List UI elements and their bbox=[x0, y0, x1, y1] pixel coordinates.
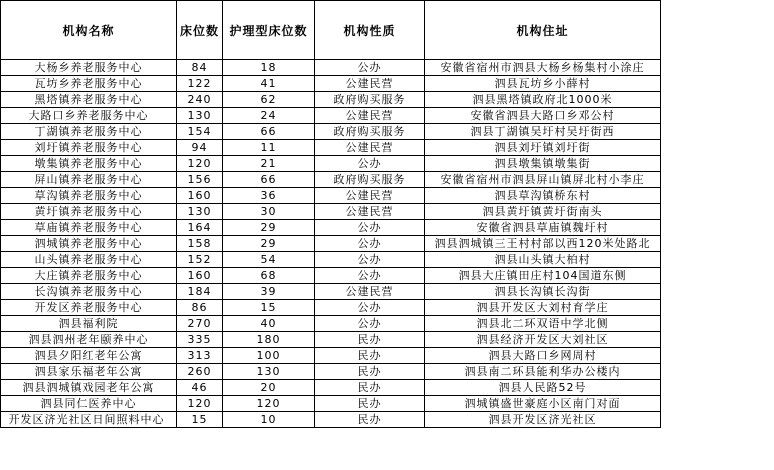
nature-cell[interactable]: 民办 bbox=[315, 396, 425, 412]
beds-cell[interactable]: 270 bbox=[177, 316, 223, 332]
name-cell[interactable]: 山头镇养老服务中心 bbox=[1, 252, 177, 268]
table-row bbox=[1, 348, 661, 364]
name-cell[interactable]: 泗县泗州老年颐养中心 bbox=[1, 332, 177, 348]
name-cell[interactable]: 开发区养老服务中心 bbox=[1, 300, 177, 316]
nature-cell[interactable]: 公建民营 bbox=[315, 204, 425, 220]
table-row bbox=[1, 76, 661, 92]
nursing-beds-cell[interactable]: 18 bbox=[223, 60, 315, 76]
table-row bbox=[1, 316, 661, 332]
beds-cell[interactable]: 130 bbox=[177, 108, 223, 124]
nature-cell[interactable]: 民办 bbox=[315, 380, 425, 396]
table-row bbox=[1, 140, 661, 156]
address-cell[interactable]: 泗县丁湖镇吴圩村吴圩街西 bbox=[425, 124, 661, 140]
nursing-beds-cell[interactable]: 20 bbox=[223, 380, 315, 396]
address-cell[interactable]: 泗县开发区大刘村育学庄 bbox=[425, 300, 661, 316]
nursing-beds-cell[interactable]: 66 bbox=[223, 172, 315, 188]
nature-cell[interactable]: 政府购买服务 bbox=[315, 124, 425, 140]
nature-cell[interactable]: 公办 bbox=[315, 300, 425, 316]
table-row bbox=[1, 188, 661, 204]
table-row bbox=[1, 380, 661, 396]
beds-cell[interactable]: 15 bbox=[177, 412, 223, 428]
beds-cell[interactable]: 120 bbox=[177, 156, 223, 172]
nursing-beds-cell[interactable]: 100 bbox=[223, 348, 315, 364]
nature-cell[interactable]: 公建民营 bbox=[315, 108, 425, 124]
nursing-beds-cell[interactable]: 41 bbox=[223, 76, 315, 92]
address-cell[interactable]: 泗县经济开发区大刘社区 bbox=[425, 332, 661, 348]
table-row bbox=[1, 300, 661, 316]
name-cell[interactable]: 大杨乡养老服务中心 bbox=[1, 60, 177, 76]
address-cell[interactable]: 泗县长沟镇长沟街 bbox=[425, 284, 661, 300]
table-row bbox=[1, 92, 661, 108]
beds-cell[interactable]: 158 bbox=[177, 236, 223, 252]
address-cell[interactable]: 泗县大路口乡网周村 bbox=[425, 348, 661, 364]
beds-cell[interactable]: 94 bbox=[177, 140, 223, 156]
beds-cell[interactable]: 160 bbox=[177, 188, 223, 204]
name-cell[interactable]: 黑塔镇养老服务中心 bbox=[1, 92, 177, 108]
name-cell[interactable]: 泗县福利院 bbox=[1, 316, 177, 332]
address-cell[interactable]: 泗县黑塔镇政府北1000米 bbox=[425, 92, 661, 108]
header-nursing-beds[interactable]: 护理型床位数 bbox=[223, 1, 315, 60]
nursing-beds-cell[interactable]: 54 bbox=[223, 252, 315, 268]
name-cell[interactable]: 大庄镇养老服务中心 bbox=[1, 268, 177, 284]
header-nature[interactable]: 机构性质 bbox=[315, 1, 425, 60]
nature-cell[interactable]: 公办 bbox=[315, 268, 425, 284]
nursing-beds-cell[interactable]: 39 bbox=[223, 284, 315, 300]
nature-cell[interactable]: 政府购买服务 bbox=[315, 92, 425, 108]
nursing-beds-cell[interactable]: 36 bbox=[223, 188, 315, 204]
nursing-beds-cell[interactable]: 10 bbox=[223, 412, 315, 428]
address-cell[interactable]: 泗县黄圩镇黄圩街南头 bbox=[425, 204, 661, 220]
beds-cell[interactable]: 184 bbox=[177, 284, 223, 300]
address-cell[interactable]: 泗县南二环县能利华办公楼内 bbox=[425, 364, 661, 380]
beds-cell[interactable]: 122 bbox=[177, 76, 223, 92]
nature-cell[interactable]: 公建民营 bbox=[315, 76, 425, 92]
nursing-beds-cell[interactable]: 120 bbox=[223, 396, 315, 412]
header-beds[interactable]: 床位数 bbox=[177, 1, 223, 60]
name-cell[interactable]: 草庙镇养老服务中心 bbox=[1, 220, 177, 236]
beds-cell[interactable]: 240 bbox=[177, 92, 223, 108]
beds-cell[interactable]: 152 bbox=[177, 252, 223, 268]
name-cell[interactable]: 长沟镇养老服务中心 bbox=[1, 284, 177, 300]
name-cell[interactable]: 泗县夕阳红老年公寓 bbox=[1, 348, 177, 364]
nursing-beds-cell[interactable]: 30 bbox=[223, 204, 315, 220]
name-cell[interactable]: 泗城镇养老服务中心 bbox=[1, 236, 177, 252]
table-row bbox=[1, 204, 661, 220]
nature-cell[interactable]: 公办 bbox=[315, 236, 425, 252]
name-cell[interactable]: 大路口乡养老服务中心 bbox=[1, 108, 177, 124]
beds-cell[interactable]: 156 bbox=[177, 172, 223, 188]
address-cell[interactable]: 泗县人民路52号 bbox=[425, 380, 661, 396]
table-body bbox=[1, 60, 661, 428]
nature-cell[interactable]: 公办 bbox=[315, 156, 425, 172]
nature-cell[interactable]: 公建民营 bbox=[315, 188, 425, 204]
nursing-beds-cell[interactable]: 180 bbox=[223, 332, 315, 348]
nature-cell[interactable]: 民办 bbox=[315, 364, 425, 380]
nature-cell[interactable]: 公建民营 bbox=[315, 140, 425, 156]
table-row bbox=[1, 396, 661, 412]
name-cell[interactable]: 墩集镇养老服务中心 bbox=[1, 156, 177, 172]
header-name[interactable]: 机构名称 bbox=[1, 1, 177, 60]
table-row bbox=[1, 252, 661, 268]
nature-cell[interactable]: 公办 bbox=[315, 252, 425, 268]
address-cell[interactable]: 泗县大庄镇田庄村104国道东侧 bbox=[425, 268, 661, 284]
nursing-beds-cell[interactable]: 66 bbox=[223, 124, 315, 140]
address-cell[interactable]: 泗县草沟镇桥东村 bbox=[425, 188, 661, 204]
nursing-beds-cell[interactable]: 68 bbox=[223, 268, 315, 284]
table-row bbox=[1, 236, 661, 252]
beds-cell[interactable]: 164 bbox=[177, 220, 223, 236]
beds-cell[interactable]: 84 bbox=[177, 60, 223, 76]
name-cell[interactable]: 刘圩镇养老服务中心 bbox=[1, 140, 177, 156]
nursing-beds-cell[interactable]: 29 bbox=[223, 236, 315, 252]
address-cell[interactable]: 泗县墩集镇墩集街 bbox=[425, 156, 661, 172]
beds-cell[interactable]: 335 bbox=[177, 332, 223, 348]
nursing-beds-cell[interactable]: 40 bbox=[223, 316, 315, 332]
name-cell[interactable]: 瓦坊乡养老服务中心 bbox=[1, 76, 177, 92]
table-row bbox=[1, 412, 661, 428]
table-row bbox=[1, 284, 661, 300]
address-cell[interactable]: 泗县泗城镇三王村村部以西120米处路北 bbox=[425, 236, 661, 252]
table-row bbox=[1, 220, 661, 236]
beds-cell[interactable]: 313 bbox=[177, 348, 223, 364]
nature-cell[interactable]: 公办 bbox=[315, 316, 425, 332]
nature-cell[interactable]: 民办 bbox=[315, 412, 425, 428]
nature-cell[interactable]: 民办 bbox=[315, 332, 425, 348]
beds-cell[interactable]: 130 bbox=[177, 204, 223, 220]
beds-cell[interactable]: 260 bbox=[177, 364, 223, 380]
beds-cell[interactable]: 160 bbox=[177, 268, 223, 284]
nature-cell[interactable]: 民办 bbox=[315, 348, 425, 364]
name-cell[interactable]: 丁湖镇养老服务中心 bbox=[1, 124, 177, 140]
nursing-beds-cell[interactable]: 62 bbox=[223, 92, 315, 108]
address-cell[interactable]: 安徽省宿州市泗县大杨乡杨集村小涂庄 bbox=[425, 60, 661, 76]
table-row bbox=[1, 364, 661, 380]
address-cell[interactable]: 泗县刘圩镇刘圩街 bbox=[425, 140, 661, 156]
nature-cell[interactable]: 公办 bbox=[315, 60, 425, 76]
nursing-beds-cell[interactable]: 24 bbox=[223, 108, 315, 124]
beds-cell[interactable]: 120 bbox=[177, 396, 223, 412]
nature-cell[interactable]: 政府购买服务 bbox=[315, 172, 425, 188]
nursing-beds-cell[interactable]: 11 bbox=[223, 140, 315, 156]
name-cell[interactable]: 黄圩镇养老服务中心 bbox=[1, 204, 177, 220]
address-cell[interactable]: 泗县开发区济光社区 bbox=[425, 412, 661, 428]
address-cell[interactable]: 泗县山头镇大柏村 bbox=[425, 252, 661, 268]
header-address[interactable]: 机构住址 bbox=[425, 1, 661, 60]
nature-cell[interactable]: 公办 bbox=[315, 220, 425, 236]
address-cell[interactable]: 安徽省宿州市泗县屏山镇屏北村小李庄 bbox=[425, 172, 661, 188]
name-cell[interactable]: 泗县家乐福老年公寓 bbox=[1, 364, 177, 380]
address-cell[interactable]: 泗县瓦坊乡小薛村 bbox=[425, 76, 661, 92]
address-cell[interactable]: 泗城镇盛世豪庭小区南门对面 bbox=[425, 396, 661, 412]
name-cell[interactable]: 开发区济光社区日间照料中心 bbox=[1, 412, 177, 428]
nursing-beds-cell[interactable]: 15 bbox=[223, 300, 315, 316]
name-cell[interactable]: 泗县泗城镇戏园老年公寓 bbox=[1, 380, 177, 396]
table-row bbox=[1, 268, 661, 284]
beds-cell[interactable]: 154 bbox=[177, 124, 223, 140]
nursing-beds-cell[interactable]: 21 bbox=[223, 156, 315, 172]
name-cell[interactable]: 草沟镇养老服务中心 bbox=[1, 188, 177, 204]
beds-cell[interactable]: 46 bbox=[177, 380, 223, 396]
table-row bbox=[1, 156, 661, 172]
header-row bbox=[1, 1, 661, 60]
nursing-beds-cell[interactable]: 130 bbox=[223, 364, 315, 380]
table-row bbox=[1, 172, 661, 188]
address-cell[interactable]: 泗县北二环双语中学北侧 bbox=[425, 316, 661, 332]
name-cell[interactable]: 屏山镇养老服务中心 bbox=[1, 172, 177, 188]
address-cell[interactable]: 安徽省泗县草庙镇魏圩村 bbox=[425, 220, 661, 236]
name-cell[interactable]: 泗县同仁医养中心 bbox=[1, 396, 177, 412]
nature-cell[interactable]: 公建民营 bbox=[315, 284, 425, 300]
table-row bbox=[1, 332, 661, 348]
address-cell[interactable]: 安徽省泗县大路口乡邓公村 bbox=[425, 108, 661, 124]
table-row bbox=[1, 124, 661, 140]
table-row bbox=[1, 108, 661, 124]
nursing-beds-cell[interactable]: 29 bbox=[223, 220, 315, 236]
table-row bbox=[1, 60, 661, 76]
beds-cell[interactable]: 86 bbox=[177, 300, 223, 316]
